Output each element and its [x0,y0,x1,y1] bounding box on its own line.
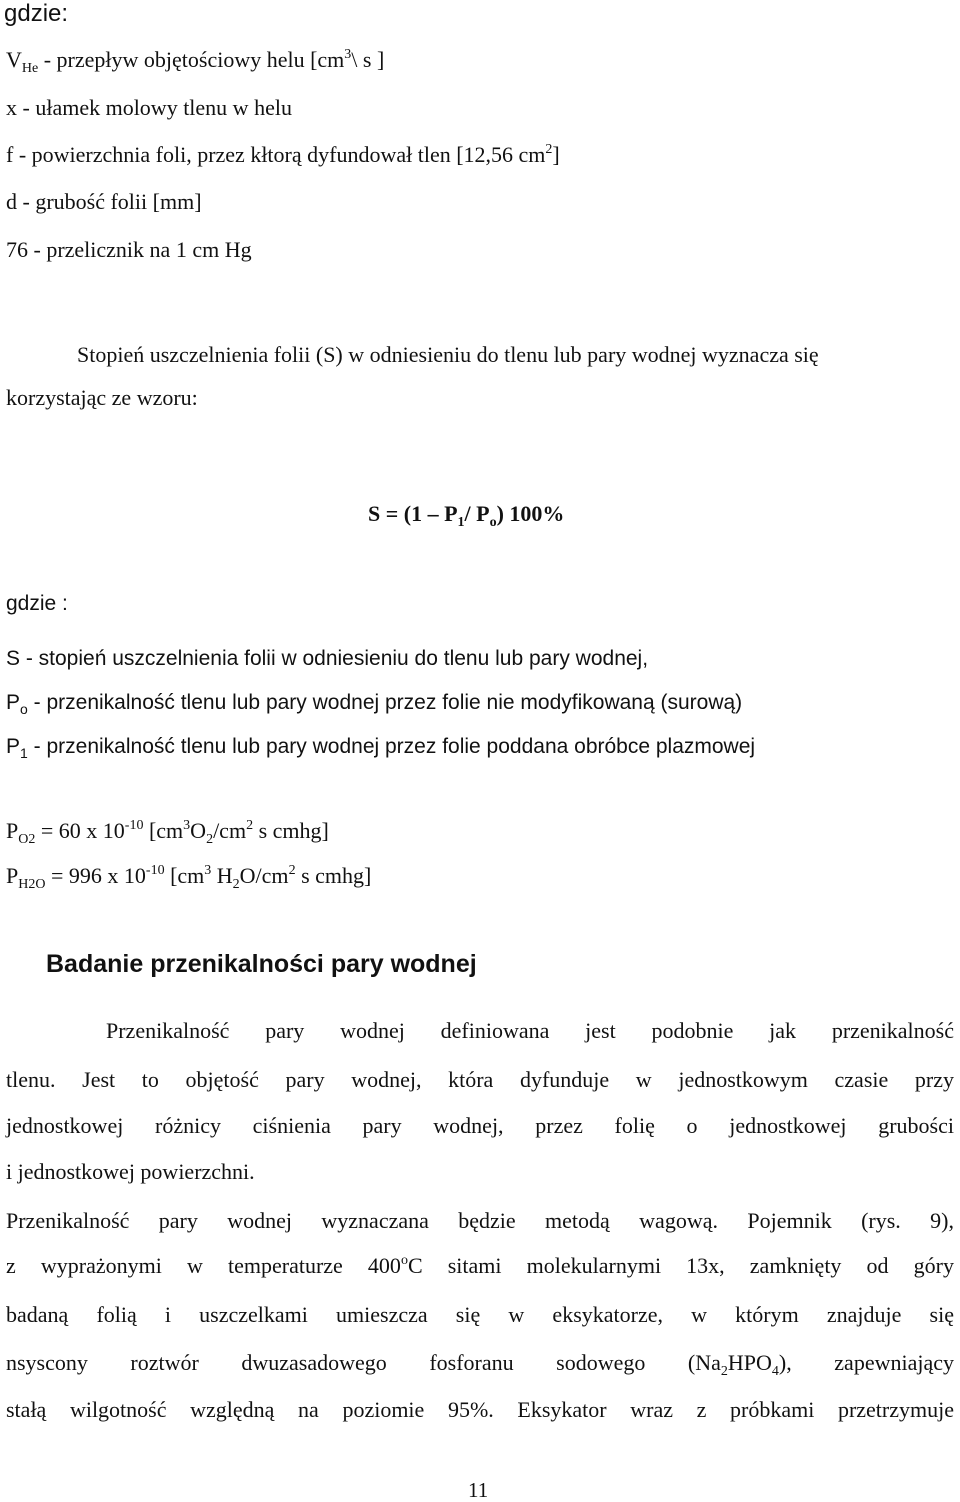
definition-x: x - ułamek molowy tlenu w helu [6,95,292,120]
po2-value: = 60 x 10 [35,818,125,843]
formula [368,500,564,528]
value-po2 [6,817,329,845]
po2-symbol: P [6,818,19,843]
f-tail: ] [552,142,560,167]
para2-line-3: badaną folią i uszczelkami umieszcza się w eksykatorze, w którym znajduje się [6,1302,954,1327]
po2-subscript: O2 [18,832,36,847]
definition-vhe [6,46,384,74]
page-number: 11 [468,1478,489,1502]
para1-line-2: tlenu. Jest to objętość pary wodnej, która dyfunduje w jednostkowym czasie przy [6,1067,954,1092]
vhe-symbol: V [6,47,22,72]
para2-line-4 [6,1349,954,1377]
para1-line-4: i jednostkowej powierzchni. [6,1159,255,1184]
po2-unit-sup3: 3 [183,818,191,833]
definition-d: d - grubość folii [mm] [6,189,202,214]
ph2o-unit-d: s cmhg] [295,863,372,888]
vhe-subscript: He [21,61,39,76]
para2-line-2-b: C sitami molekularnymi 13x, zamknięty od góry [407,1253,955,1278]
intro-line-1: Stopień uszczelnienia folii (S) w odniesieniu do tlenu lub pary wodnej wyznacza się [77,342,819,367]
vhe-superscript: 3 [344,47,352,62]
po-text: - przenikalność tlenu lub pary wodnej przez folie nie modyfikowaną (surową) [27,691,743,714]
p1-subscript: 1 [20,745,28,761]
intro-line-2: korzystając ze wzoru: [6,385,198,410]
po2-exponent: -10 [124,818,144,833]
ph2o-unit-c: O/cm [239,863,289,888]
ph2o-unit-a: [cm [164,863,205,888]
definition-po [6,689,742,717]
para1-line-3: jednostkowej różnicy ciśnienia pary wodnej, przez folię o jednostkowej grubości [6,1113,954,1138]
po2-unit-c: /cm [213,818,247,843]
formula-part-2: / P [464,501,490,526]
f-superscript: 2 [545,142,553,157]
na-subscript: 2 [720,1364,728,1379]
vhe-text: - przepływ objętościowy helu [cm [38,47,345,72]
ph2o-unit-b: H [211,863,233,888]
para1-line-1: Przenikalność pary wodnej definiowana jest podobnie jak przenikalność [106,1018,954,1043]
formula-sub-1: 1 [457,515,465,530]
po2-unit-d: s cmhg] [253,818,329,843]
vhe-tail: \ s ] [351,47,385,72]
po4-subscript: 4 [771,1364,779,1379]
po-subscript: o [20,701,28,717]
ph2o-unit-sup3: 3 [204,863,212,878]
degree-superscript: o [400,1253,408,1268]
ph2o-subscript: H2O [18,877,46,892]
para2-line-5: stałą wilgotność względną na poziomie 95%. Eksykator wraz z próbkami przetrzymuje [6,1397,954,1422]
f-text: f - powierzchnia foli, przez kłtorą dyfundował tlen [12,56 cm [6,142,546,167]
po2-unit-a: [cm [143,818,184,843]
ph2o-symbol: P [6,863,19,888]
definition-s: S - stopień uszczelnienia folii w odniesieniu do tlenu lub pary wodnej, [6,647,649,670]
po-symbol: P [6,691,21,714]
definition-f [6,141,560,169]
p1-text: - przenikalność tlenu lub pary wodnej przez folie poddana obróbce plazmowej [27,735,756,758]
para2-line-2-a: z wyprażonymi w temperaturze 400 [6,1253,401,1278]
p1-symbol: P [6,735,21,758]
formula-part-1: S = (1 – P [368,501,458,526]
para2-line-2 [6,1252,954,1280]
po2-unit-b: O [190,818,207,843]
para2-line-4-a: nsyscony roztwór dwuzasadowego fosforanu sodowego (Na [6,1350,721,1375]
value-ph2o [6,862,371,890]
formula-sub-o: o [489,515,497,530]
para2-line-1: Przenikalność pary wodnej wyznaczana będzie metodą wagową. Pojemnik (rys. 9), [6,1208,954,1233]
para2-line-4-c: ), zapewniający [778,1350,954,1375]
definitions-heading: gdzie: [4,0,69,27]
definition-p1 [6,733,755,761]
definitions-heading-2: gdzie : [6,592,68,615]
ph2o-unit-sub2: 2 [232,877,240,892]
ph2o-unit-sup2: 2 [288,863,296,878]
ph2o-value: = 996 x 10 [45,863,146,888]
po2-unit-sup2: 2 [246,818,254,833]
para2-line-4-b: HPO [727,1350,772,1375]
definition-76: 76 - przelicznik na 1 cm Hg [6,237,252,262]
po2-unit-sub2: 2 [206,832,214,847]
section-title: Badanie przenikalności pary wodnej [46,950,477,978]
formula-part-3: ) 100% [496,501,565,526]
ph2o-exponent: -10 [145,863,165,878]
